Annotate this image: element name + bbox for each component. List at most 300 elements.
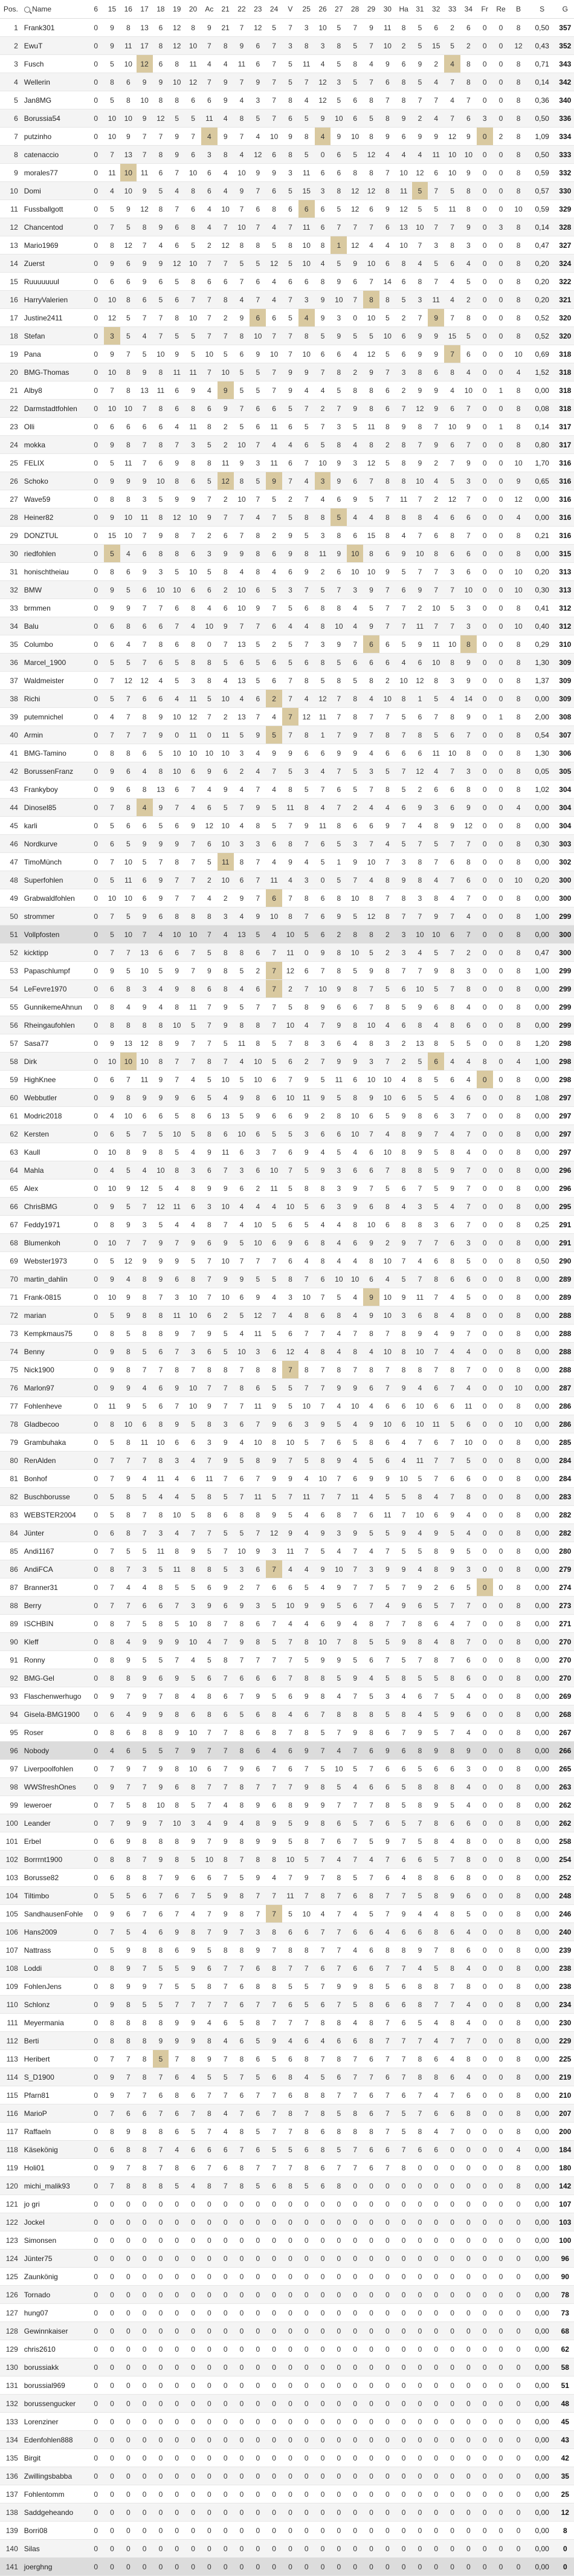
table-row[interactable]: [0, 2540, 574, 2558]
column-header[interactable]: S: [528, 0, 556, 19]
row-player-name[interactable]: ISCHBIN: [22, 1615, 88, 1633]
table-row[interactable]: [0, 2014, 574, 2032]
table-row[interactable]: [0, 1361, 574, 1379]
row-player-name[interactable]: Frankyboy: [22, 780, 88, 799]
table-row[interactable]: [0, 508, 574, 527]
table-row[interactable]: [0, 1470, 574, 1488]
column-header[interactable]: 31: [412, 0, 428, 19]
row-player-name[interactable]: joerghng: [22, 2558, 88, 2576]
row-player-name[interactable]: Leander: [22, 1814, 88, 1832]
row-player-name[interactable]: Webbutler: [22, 1089, 88, 1107]
row-player-name[interactable]: HighKnee: [22, 1071, 88, 1089]
table-row[interactable]: [0, 1071, 574, 1089]
row-player-name[interactable]: brmmen: [22, 599, 88, 617]
table-row[interactable]: [0, 617, 574, 635]
table-row[interactable]: [0, 1615, 574, 1633]
row-player-name[interactable]: Roser: [22, 1724, 88, 1742]
table-row[interactable]: [0, 1488, 574, 1506]
row-player-name[interactable]: honischtheiau: [22, 563, 88, 581]
search-icon[interactable]: [24, 7, 30, 13]
column-header[interactable]: 17: [137, 0, 153, 19]
row-player-name[interactable]: Kersten: [22, 1125, 88, 1143]
row-player-name[interactable]: Gewinnkaiser: [22, 2322, 88, 2340]
table-row[interactable]: [0, 2322, 574, 2340]
table-row[interactable]: [0, 944, 574, 962]
row-player-name[interactable]: Waldmeister: [22, 672, 88, 690]
row-player-name[interactable]: Mahla: [22, 1161, 88, 1179]
table-row[interactable]: [0, 2503, 574, 2522]
table-row[interactable]: [0, 762, 574, 780]
table-row[interactable]: [0, 1832, 574, 1851]
table-row[interactable]: [0, 1905, 574, 1923]
row-player-name[interactable]: Balu: [22, 617, 88, 635]
row-player-name[interactable]: BMW: [22, 581, 88, 599]
table-row[interactable]: [0, 1705, 574, 1724]
table-row[interactable]: [0, 599, 574, 617]
row-player-name[interactable]: Sasa77: [22, 1034, 88, 1053]
table-row[interactable]: [0, 218, 574, 236]
table-row[interactable]: [0, 1433, 574, 1452]
table-row[interactable]: [0, 1760, 574, 1778]
column-header[interactable]: B: [509, 0, 527, 19]
table-row[interactable]: [0, 454, 574, 472]
row-player-name[interactable]: hung07: [22, 2304, 88, 2322]
table-row[interactable]: [0, 780, 574, 799]
row-player-name[interactable]: michi_malik93: [22, 2177, 88, 2195]
row-player-name[interactable]: Erbel: [22, 1832, 88, 1851]
row-player-name[interactable]: Gladbecoo: [22, 1415, 88, 1433]
row-player-name[interactable]: Edenfohlen888: [22, 2431, 88, 2449]
row-player-name[interactable]: Grambuhaka: [22, 1433, 88, 1452]
row-player-name[interactable]: Schoko: [22, 472, 88, 490]
row-player-name[interactable]: FELIX: [22, 454, 88, 472]
row-player-name[interactable]: kicktipp: [22, 944, 88, 962]
table-row[interactable]: [0, 236, 574, 255]
row-player-name[interactable]: Raffaeln: [22, 2123, 88, 2141]
table-row[interactable]: [0, 2522, 574, 2540]
table-row[interactable]: [0, 1089, 574, 1107]
row-player-name[interactable]: Flaschenwerhugo: [22, 1687, 88, 1705]
row-player-name[interactable]: Dirk: [22, 1053, 88, 1071]
row-player-name[interactable]: Frank-0815: [22, 1288, 88, 1306]
column-header[interactable]: Ac: [201, 0, 218, 19]
column-header[interactable]: 15: [104, 0, 120, 19]
row-player-name[interactable]: Olli: [22, 418, 88, 436]
row-player-name[interactable]: Frank301: [22, 19, 88, 37]
row-player-name[interactable]: Modric2018: [22, 1107, 88, 1125]
row-player-name[interactable]: GunnikemeAhnun: [22, 998, 88, 1016]
row-player-name[interactable]: Alby8: [22, 381, 88, 400]
table-row[interactable]: [0, 255, 574, 273]
table-row[interactable]: [0, 1252, 574, 1270]
table-row[interactable]: [0, 1869, 574, 1887]
row-player-name[interactable]: Bonhof: [22, 1470, 88, 1488]
table-row[interactable]: [0, 1651, 574, 1669]
row-player-name[interactable]: karli: [22, 817, 88, 835]
row-player-name[interactable]: Vollpfosten: [22, 926, 88, 944]
table-row[interactable]: [0, 1179, 574, 1198]
row-player-name[interactable]: Webster1973: [22, 1252, 88, 1270]
column-header[interactable]: 34: [460, 0, 477, 19]
row-player-name[interactable]: Jünter: [22, 1524, 88, 1542]
table-row[interactable]: [0, 2141, 574, 2159]
row-player-name[interactable]: S_D1900: [22, 2068, 88, 2086]
row-player-name[interactable]: Mario1969: [22, 236, 88, 255]
table-row[interactable]: [0, 1542, 574, 1560]
table-row[interactable]: [0, 2050, 574, 2068]
row-player-name[interactable]: Pana: [22, 345, 88, 363]
row-player-name[interactable]: catenaccio: [22, 146, 88, 164]
table-row[interactable]: [0, 2250, 574, 2268]
table-row[interactable]: [0, 2431, 574, 2449]
row-player-name[interactable]: marian: [22, 1306, 88, 1325]
row-player-name[interactable]: Alex: [22, 1179, 88, 1198]
table-row[interactable]: [0, 1016, 574, 1034]
row-player-name[interactable]: borussial969: [22, 2376, 88, 2395]
table-row[interactable]: [0, 1198, 574, 1216]
table-row[interactable]: [0, 1778, 574, 1796]
column-header[interactable]: 18: [153, 0, 169, 19]
column-header[interactable]: G: [556, 0, 574, 19]
row-player-name[interactable]: riedfohlen: [22, 545, 88, 563]
table-row[interactable]: [0, 1560, 574, 1578]
row-player-name[interactable]: Fohlenheve: [22, 1397, 88, 1415]
row-player-name[interactable]: HarryValerien: [22, 291, 88, 309]
name-header[interactable]: [22, 0, 88, 19]
row-player-name[interactable]: Berry: [22, 1597, 88, 1615]
table-row[interactable]: [0, 853, 574, 871]
row-player-name[interactable]: Silas: [22, 2540, 88, 2558]
table-row[interactable]: [0, 1143, 574, 1161]
row-player-name[interactable]: Tornado: [22, 2286, 88, 2304]
row-player-name[interactable]: Gisela-BMG1900: [22, 1705, 88, 1724]
table-row[interactable]: [0, 200, 574, 218]
table-row[interactable]: [0, 327, 574, 345]
column-header[interactable]: 22: [234, 0, 250, 19]
table-row[interactable]: [0, 1397, 574, 1415]
row-player-name[interactable]: Nattrass: [22, 1941, 88, 1959]
row-player-name[interactable]: Justine2411: [22, 309, 88, 327]
row-player-name[interactable]: Grabwaldfohlen: [22, 889, 88, 907]
table-row[interactable]: [0, 1216, 574, 1234]
table-row[interactable]: [0, 182, 574, 200]
row-player-name[interactable]: Heribert: [22, 2050, 88, 2068]
column-header[interactable]: 24: [266, 0, 282, 19]
row-player-name[interactable]: Jan8MG: [22, 91, 88, 109]
row-player-name[interactable]: Birgit: [22, 2449, 88, 2467]
table-row[interactable]: [0, 2340, 574, 2358]
column-header[interactable]: 29: [363, 0, 379, 19]
row-player-name[interactable]: Nick1900: [22, 1361, 88, 1379]
row-player-name[interactable]: Branner31: [22, 1578, 88, 1597]
row-player-name[interactable]: Columbo: [22, 635, 88, 654]
table-row[interactable]: [0, 400, 574, 418]
table-row[interactable]: [0, 1578, 574, 1597]
row-player-name[interactable]: WWSfreshOnes: [22, 1778, 88, 1796]
table-row[interactable]: [0, 1452, 574, 1470]
table-row[interactable]: [0, 1524, 574, 1542]
row-player-name[interactable]: Borusse82: [22, 1869, 88, 1887]
column-header[interactable]: 26: [315, 0, 331, 19]
table-row[interactable]: [0, 1053, 574, 1071]
table-row[interactable]: [0, 1597, 574, 1615]
table-row[interactable]: [0, 817, 574, 835]
pos-header[interactable]: Pos.: [0, 0, 22, 19]
table-row[interactable]: [0, 55, 574, 73]
row-player-name[interactable]: LeFevre1970: [22, 980, 88, 998]
row-player-name[interactable]: Kaull: [22, 1143, 88, 1161]
row-player-name[interactable]: Kleff: [22, 1633, 88, 1651]
row-player-name[interactable]: Fusch: [22, 55, 88, 73]
row-player-name[interactable]: Kempkmaus75: [22, 1325, 88, 1343]
table-row[interactable]: [0, 545, 574, 563]
row-player-name[interactable]: Feddy1971: [22, 1216, 88, 1234]
column-header[interactable]: 30: [379, 0, 396, 19]
row-player-name[interactable]: Käsekönig: [22, 2141, 88, 2159]
table-row[interactable]: [0, 1977, 574, 1996]
row-player-name[interactable]: borussiakk: [22, 2358, 88, 2376]
row-player-name[interactable]: Holi01: [22, 2159, 88, 2177]
table-row[interactable]: [0, 73, 574, 91]
row-player-name[interactable]: Jünter75: [22, 2250, 88, 2268]
table-row[interactable]: [0, 472, 574, 490]
column-header[interactable]: 16: [120, 0, 137, 19]
table-row[interactable]: [0, 726, 574, 744]
column-header[interactable]: 20: [185, 0, 201, 19]
table-row[interactable]: [0, 1125, 574, 1143]
table-row[interactable]: [0, 1288, 574, 1306]
table-row[interactable]: [0, 2358, 574, 2376]
row-player-name[interactable]: jo gri: [22, 2195, 88, 2213]
column-header[interactable]: 32: [428, 0, 444, 19]
row-player-name[interactable]: Blumenkoh: [22, 1234, 88, 1252]
row-player-name[interactable]: Lorenziner: [22, 2413, 88, 2431]
table-row[interactable]: [0, 1742, 574, 1760]
table-row[interactable]: [0, 672, 574, 690]
table-row[interactable]: [0, 128, 574, 146]
table-row[interactable]: [0, 1107, 574, 1125]
table-row[interactable]: [0, 436, 574, 454]
table-row[interactable]: [0, 1506, 574, 1524]
table-row[interactable]: [0, 635, 574, 654]
table-row[interactable]: [0, 19, 574, 37]
row-player-name[interactable]: MarioP: [22, 2104, 88, 2123]
column-header[interactable]: Fr: [477, 0, 493, 19]
table-row[interactable]: [0, 2104, 574, 2123]
row-player-name[interactable]: putzinho: [22, 128, 88, 146]
row-player-name[interactable]: Jockel: [22, 2213, 88, 2231]
table-row[interactable]: [0, 871, 574, 889]
row-player-name[interactable]: borussengucker: [22, 2395, 88, 2413]
row-player-name[interactable]: Nordkurve: [22, 835, 88, 853]
row-player-name[interactable]: Loddi: [22, 1959, 88, 1977]
row-player-name[interactable]: Dinosel85: [22, 799, 88, 817]
table-row[interactable]: [0, 1814, 574, 1832]
row-player-name[interactable]: Darmstadtfohlen: [22, 400, 88, 418]
table-row[interactable]: [0, 2449, 574, 2467]
table-row[interactable]: [0, 1923, 574, 1941]
table-row[interactable]: [0, 345, 574, 363]
row-player-name[interactable]: AndiFCA: [22, 1560, 88, 1578]
column-header[interactable]: 21: [218, 0, 234, 19]
row-player-name[interactable]: strommer: [22, 907, 88, 926]
column-header[interactable]: 27: [331, 0, 347, 19]
row-player-name[interactable]: Nobody: [22, 1742, 88, 1760]
table-row[interactable]: [0, 490, 574, 508]
row-player-name[interactable]: Ronny: [22, 1651, 88, 1669]
table-row[interactable]: [0, 1724, 574, 1742]
table-row[interactable]: [0, 91, 574, 109]
table-row[interactable]: [0, 1941, 574, 1959]
row-player-name[interactable]: Stefan: [22, 327, 88, 345]
row-player-name[interactable]: Papaschlumpf: [22, 962, 88, 980]
row-player-name[interactable]: leweroer: [22, 1796, 88, 1814]
row-player-name[interactable]: BMG-Gel: [22, 1669, 88, 1687]
table-row[interactable]: [0, 2286, 574, 2304]
row-player-name[interactable]: Borri08: [22, 2522, 88, 2540]
row-player-name[interactable]: Zwillingsbabba: [22, 2467, 88, 2485]
table-row[interactable]: [0, 1415, 574, 1433]
row-player-name[interactable]: Simonsen: [22, 2231, 88, 2250]
table-row[interactable]: [0, 2413, 574, 2431]
table-row[interactable]: [0, 2231, 574, 2250]
table-row[interactable]: [0, 654, 574, 672]
row-player-name[interactable]: Saddgeheando: [22, 2503, 88, 2522]
row-player-name[interactable]: TimoMünch: [22, 853, 88, 871]
column-header[interactable]: 28: [347, 0, 363, 19]
table-row[interactable]: [0, 2032, 574, 2050]
table-row[interactable]: [0, 363, 574, 381]
row-player-name[interactable]: Schlonz: [22, 1996, 88, 2014]
table-row[interactable]: [0, 690, 574, 708]
column-header[interactable]: V: [282, 0, 298, 19]
table-row[interactable]: [0, 1887, 574, 1905]
table-row[interactable]: [0, 2558, 574, 2576]
table-row[interactable]: [0, 980, 574, 998]
row-player-name[interactable]: SandhausenFohle: [22, 1905, 88, 1923]
table-row[interactable]: [0, 146, 574, 164]
row-player-name[interactable]: Marcel_1900: [22, 654, 88, 672]
table-row[interactable]: [0, 1234, 574, 1252]
table-row[interactable]: [0, 2485, 574, 2503]
table-row[interactable]: [0, 926, 574, 944]
row-player-name[interactable]: Domi: [22, 182, 88, 200]
row-player-name[interactable]: Marlon97: [22, 1379, 88, 1397]
row-player-name[interactable]: chris2610: [22, 2340, 88, 2358]
table-row[interactable]: [0, 2177, 574, 2195]
row-player-name[interactable]: BMG-Tamino: [22, 744, 88, 762]
table-row[interactable]: [0, 581, 574, 599]
table-row[interactable]: [0, 1959, 574, 1977]
table-row[interactable]: [0, 889, 574, 907]
table-row[interactable]: [0, 2068, 574, 2086]
table-row[interactable]: [0, 1851, 574, 1869]
table-row[interactable]: [0, 291, 574, 309]
table-row[interactable]: [0, 1270, 574, 1288]
table-row[interactable]: [0, 2195, 574, 2213]
row-player-name[interactable]: Borussia54: [22, 109, 88, 128]
row-player-name[interactable]: morales77: [22, 164, 88, 182]
table-row[interactable]: [0, 1306, 574, 1325]
row-player-name[interactable]: Benny: [22, 1343, 88, 1361]
row-player-name[interactable]: DONZTUL: [22, 527, 88, 545]
table-row[interactable]: [0, 1796, 574, 1814]
row-player-name[interactable]: ChrisBMG: [22, 1198, 88, 1216]
table-row[interactable]: [0, 799, 574, 817]
table-row[interactable]: [0, 273, 574, 291]
row-player-name[interactable]: Armin: [22, 726, 88, 744]
table-row[interactable]: [0, 563, 574, 581]
row-player-name[interactable]: Fohlentomm: [22, 2485, 88, 2503]
row-player-name[interactable]: Liverpoolfohlen: [22, 1760, 88, 1778]
table-row[interactable]: [0, 164, 574, 182]
row-player-name[interactable]: Fussballgott: [22, 200, 88, 218]
table-row[interactable]: [0, 744, 574, 762]
row-player-name[interactable]: Zuerst: [22, 255, 88, 273]
table-row[interactable]: [0, 1996, 574, 2014]
column-header[interactable]: 19: [169, 0, 185, 19]
table-row[interactable]: [0, 2086, 574, 2104]
column-header[interactable]: Ha: [396, 0, 412, 19]
table-row[interactable]: [0, 1161, 574, 1179]
row-player-name[interactable]: Tiltimbo: [22, 1887, 88, 1905]
column-header[interactable]: 23: [250, 0, 266, 19]
table-row[interactable]: [0, 1343, 574, 1361]
row-player-name[interactable]: mokka: [22, 436, 88, 454]
row-player-name[interactable]: Pfarn81: [22, 2086, 88, 2104]
row-player-name[interactable]: Berti: [22, 2032, 88, 2050]
row-player-name[interactable]: Buschborusse: [22, 1488, 88, 1506]
table-row[interactable]: [0, 1633, 574, 1651]
table-row[interactable]: [0, 998, 574, 1016]
table-row[interactable]: [0, 2376, 574, 2395]
table-row[interactable]: [0, 708, 574, 726]
table-row[interactable]: [0, 2304, 574, 2322]
row-player-name[interactable]: BorussenFranz: [22, 762, 88, 780]
row-player-name[interactable]: Wellerin: [22, 73, 88, 91]
row-player-name[interactable]: Borrrnt1900: [22, 1851, 88, 1869]
row-player-name[interactable]: Superfohlen: [22, 871, 88, 889]
row-player-name[interactable]: FohlenJens: [22, 1977, 88, 1996]
row-player-name[interactable]: WEBSTER2004: [22, 1506, 88, 1524]
table-row[interactable]: [0, 1034, 574, 1053]
row-player-name[interactable]: Rheingaufohlen: [22, 1016, 88, 1034]
row-player-name[interactable]: Richi: [22, 690, 88, 708]
row-player-name[interactable]: Hans2009: [22, 1923, 88, 1941]
table-row[interactable]: [0, 381, 574, 400]
column-header[interactable]: Re: [493, 0, 509, 19]
table-row[interactable]: [0, 2467, 574, 2485]
column-header[interactable]: 25: [298, 0, 315, 19]
table-row[interactable]: [0, 37, 574, 55]
row-player-name[interactable]: RenAlden: [22, 1452, 88, 1470]
table-row[interactable]: [0, 109, 574, 128]
table-row[interactable]: [0, 907, 574, 926]
table-row[interactable]: [0, 309, 574, 327]
table-row[interactable]: [0, 2159, 574, 2177]
row-player-name[interactable]: putemnichel: [22, 708, 88, 726]
column-header[interactable]: 6: [88, 0, 104, 19]
table-row[interactable]: [0, 835, 574, 853]
row-player-name[interactable]: Wave59: [22, 490, 88, 508]
row-player-name[interactable]: Heiner82: [22, 508, 88, 527]
table-row[interactable]: [0, 1687, 574, 1705]
row-player-name[interactable]: martin_dahlin: [22, 1270, 88, 1288]
table-row[interactable]: [0, 2123, 574, 2141]
row-player-name[interactable]: Ruuuuuuul: [22, 273, 88, 291]
column-header[interactable]: 33: [444, 0, 460, 19]
table-row[interactable]: [0, 1379, 574, 1397]
